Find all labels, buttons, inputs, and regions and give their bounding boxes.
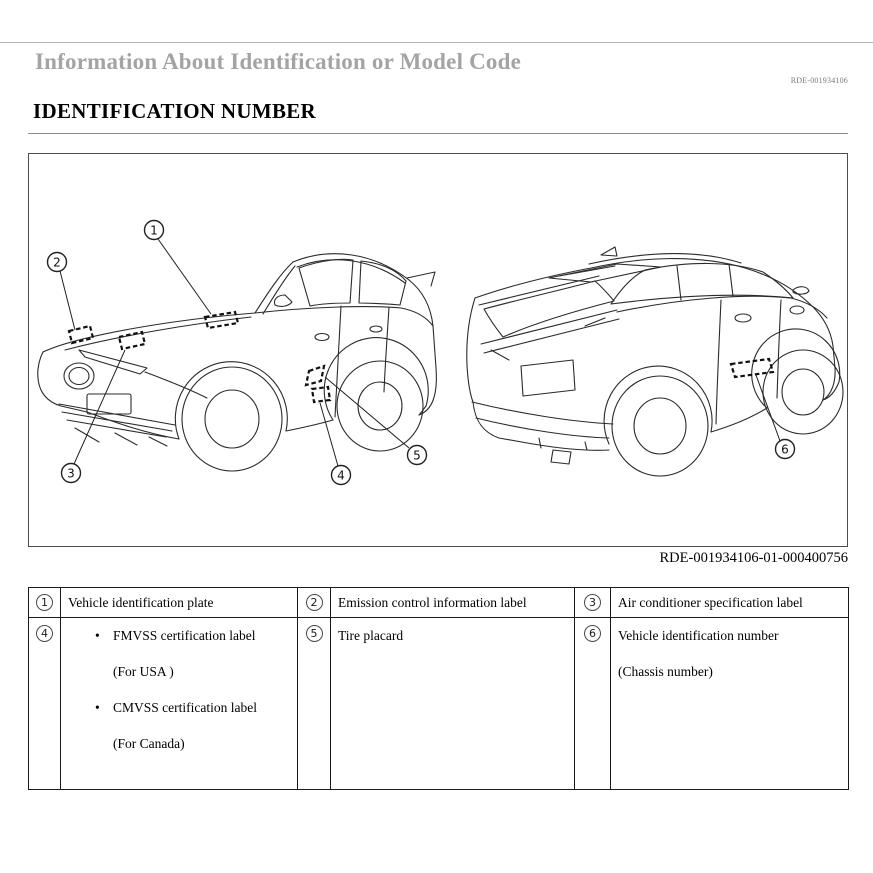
legend-num-cell-5 [298,618,331,790]
callout-badges [48,221,795,485]
window-pillar-lines [677,264,733,300]
callout-6-badge [776,440,795,459]
fmvss-label-text: FMVSS certification label [113,628,256,643]
callout-1-table-badge: 1 [36,594,53,611]
hood-line [43,313,255,352]
vehicle-illustration-svg [29,154,847,546]
door-handle [315,334,329,341]
belt-line [255,307,433,326]
callout-4-badge [332,466,351,485]
rear-bumper-bottom [533,444,609,450]
section-title: IDENTIFICATION NUMBER [33,99,317,123]
list-item [61,618,297,654]
front-door-glass [299,259,353,306]
front-license-plate [87,394,131,414]
callout-4-table-badge: 4 [36,625,53,642]
leader-2 [60,271,75,330]
callout-leader-lines [60,239,780,466]
front-wheel-arch [752,329,840,408]
legend-num-cell-1 [29,588,61,618]
side-mirror [274,295,292,306]
sunroof-inner-line [559,266,615,276]
rocker-line [711,408,767,432]
legend-label-emission-control-label: Emission control information label [331,588,575,618]
front-door-shutline [335,306,341,417]
list-item [61,690,297,726]
front-wheel-arch [175,362,287,439]
rear-spoiler [407,272,435,286]
rear-door-shutline [716,300,721,424]
legend-label-vehicle-identification-number [611,618,849,790]
door-handle [790,306,804,314]
legend-label-tire-placard: Tire placard [331,618,575,790]
legend-label-vehicle-identification-plate: Vehicle identification plate [61,588,298,618]
rear-wheel-tire [337,361,423,451]
svg-text:4: 4 [337,468,345,483]
vin-label-note: (Chassis number) [618,664,713,679]
section-rule [28,133,848,134]
legend-row-1 [29,588,849,618]
callout-1-badge [145,221,164,240]
leader-1 [158,239,211,314]
callout-3-badge [62,464,81,483]
fmvss-label-note: (For USA ) [113,664,174,679]
legend-num-cell-3 [575,588,611,618]
front-door-shutline [777,300,781,398]
svg-text:3: 3 [67,466,75,481]
roof-and-front-outline [475,259,835,400]
front-wheel-tire [182,367,282,471]
front-face [38,352,87,412]
legend-num-cell-4 [29,618,61,790]
callout-3-table-badge: 3 [584,594,601,611]
rear-wheel-arch [324,338,428,420]
cmvss-label-text: CMVSS certification label [113,700,257,715]
taillight-strip [481,310,617,344]
legend-label-certification-labels [61,618,298,790]
bullet-glyph: • [95,628,100,643]
roof-line [293,254,409,280]
callout-2-table-badge: 2 [306,594,323,611]
rear-wheel-arch [604,366,712,444]
tow-hitch [551,450,571,464]
figure-caption: RDE-001934106-01-000400756 [659,550,848,566]
antenna-fin [601,247,617,256]
callout-6-table-badge: 6 [584,625,601,642]
side-mirror [793,287,809,294]
door-handle [735,314,751,322]
rear-door-glass [359,261,406,305]
legend-row-2 [29,618,849,790]
svg-text:2: 2 [53,255,61,270]
rear-wheel-rim [358,382,402,430]
svg-text:5: 5 [413,448,421,463]
brand-badge-inner [69,368,89,385]
page-top-rule [0,42,873,43]
callout-5-badge [408,446,427,465]
legend-table [28,587,849,790]
bumper-crease [472,402,613,424]
certification-label-list [61,618,297,762]
bumper-crease-lower [476,418,609,438]
side-glass-band [611,263,793,304]
vin-label-text: Vehicle identification number [618,628,779,643]
liftgate-outline [467,298,533,444]
rear-wheel-rim [634,398,686,454]
cmvss-label-note: (For Canada) [113,736,185,751]
headlight [79,350,147,374]
legend-label-air-conditioner-label: Air conditioner specification label [611,588,849,618]
vehicle-identification-figure [28,153,848,547]
door-handle [370,326,382,332]
leader-3 [74,350,125,464]
callout-2-badge [48,253,67,272]
rear-glass [484,281,614,337]
legend-num-cell-2 [298,588,331,618]
leader-6 [756,375,780,441]
taillight-accents [491,318,605,360]
headlight-slash [145,372,207,398]
front-three-quarter-car [38,254,437,471]
rear-quarter [409,280,436,415]
chapter-title: Information About Identification or Model Code [35,49,522,74]
front-wheel-rim [205,390,259,448]
front-wheel-rim [782,369,824,415]
document-code: RDE-001934106 [790,76,848,85]
marker-certification-label [312,387,330,402]
bullet-glyph: • [95,700,100,715]
rear-license-plate [521,360,575,396]
legend-num-cell-6 [575,618,611,790]
svg-text:1: 1 [150,223,158,238]
svg-text:6: 6 [781,442,789,457]
marker-emission-control-label [69,326,93,343]
rear-wheel-tire [612,376,708,476]
rear-door-shutline [384,307,389,392]
callout-5-table-badge: 5 [306,625,323,642]
marker-tire-placard [306,366,324,385]
